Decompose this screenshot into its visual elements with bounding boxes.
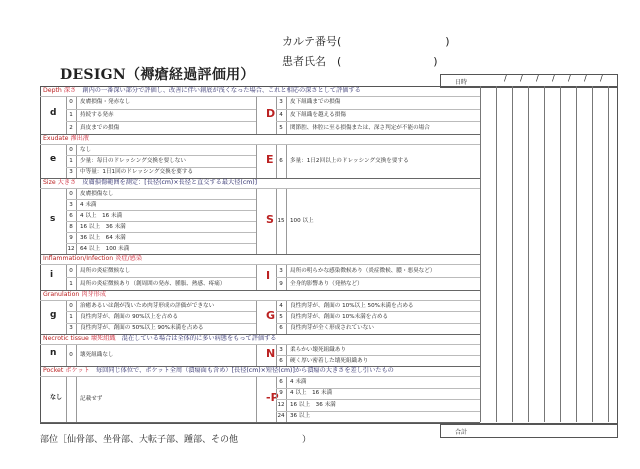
cell-divider <box>76 344 77 366</box>
score-value: 3 <box>69 325 73 332</box>
score-value: 0 <box>69 302 73 309</box>
date-slash: / <box>568 74 571 83</box>
site-text: 部位［仙骨部、坐骨部、大転子部、踵部、その他 <box>40 435 239 445</box>
score-value: 1 <box>69 158 73 164</box>
row-divider <box>66 121 256 122</box>
section-header-jp: 滲出液 <box>70 135 96 142</box>
criteria-text: 良性肉芽が、創面の 10%未満を占める <box>290 314 389 320</box>
criteria-text: 64 以上 100 未満 <box>80 245 130 252</box>
row-divider <box>276 388 480 389</box>
cell-divider <box>76 300 77 334</box>
section-header <box>40 178 483 188</box>
score-value: 3 <box>279 267 283 274</box>
row-divider <box>276 399 480 400</box>
section-upper-letter: -P <box>266 391 279 404</box>
section-inflammation <box>40 254 480 291</box>
criteria-text: 4 以上 16 未満 <box>290 390 333 397</box>
cell-divider <box>256 144 257 178</box>
row-divider <box>66 109 256 110</box>
criteria-text: 硬く厚い密着した壊死組織あり <box>290 357 369 364</box>
criteria-text: 記載せず <box>80 396 103 402</box>
row-divider <box>276 109 480 110</box>
section-header-en: Exudate <box>43 135 71 142</box>
row-divider <box>66 210 256 211</box>
criteria-text: 局所の炎症徴候あり（創周囲の発赤、腫脹、熱感、疼痛） <box>80 280 226 287</box>
criteria-text: 皮下組織までの損傷 <box>290 99 341 106</box>
criteria-text: 中等量：1日1回のドレッシング交換を要する <box>80 169 194 176</box>
section-header-jp: 壊死組織 <box>90 335 122 342</box>
karte-label: カルテ番号( <box>282 35 342 48</box>
row-divider <box>276 355 480 356</box>
criteria-text: 真皮までの損傷 <box>80 124 120 131</box>
cell-divider <box>256 96 257 134</box>
row-divider <box>66 323 256 324</box>
section-header-jp: 大きさ <box>57 179 83 186</box>
score-value: 6 <box>279 158 283 164</box>
cell-divider <box>76 96 77 134</box>
date-column-line <box>560 86 561 422</box>
section-lower-letter: なし <box>50 394 63 401</box>
date-column-line <box>496 86 497 422</box>
score-value: 3 <box>69 169 73 176</box>
score-value: 0 <box>69 267 73 274</box>
section-header <box>40 334 483 344</box>
criteria-text: 全身的影響あり（発熱など） <box>290 280 363 287</box>
patient-label: 患者氏名 ( <box>282 55 342 68</box>
date-column-line <box>480 86 481 422</box>
site-line <box>40 432 311 445</box>
date-slash: / <box>552 74 555 83</box>
section-granulation <box>40 290 480 335</box>
section-header-en: Granulation <box>43 291 82 298</box>
criteria-text: 治癒あるいは創が浅いため肉芽形成の評価ができない <box>80 302 215 309</box>
row-divider <box>66 311 256 312</box>
score-value: 4 <box>279 112 283 118</box>
patient-info <box>282 32 450 72</box>
criteria-text: 36 以上 <box>290 413 311 420</box>
date-label: 日時 <box>455 79 468 86</box>
section-header-en: Pocket <box>43 367 66 374</box>
criteria-text: 良性肉芽が、創面の 10%以上 50%未満を占める <box>290 302 414 309</box>
cell-divider <box>256 300 257 334</box>
score-value: 8 <box>69 223 73 230</box>
section-upper-letter: E <box>266 153 274 166</box>
criteria-text: 良性肉芽が、創面の 90%以上を占める <box>80 314 179 320</box>
score-value: 9 <box>279 280 283 287</box>
date-slash: / <box>520 74 523 83</box>
date-column-line <box>528 86 529 422</box>
section-header-jp: 深さ <box>63 87 83 94</box>
criteria-text: 4 未満 <box>290 378 307 385</box>
score-value: 4 <box>279 302 283 309</box>
score-value: 5 <box>279 124 283 131</box>
criteria-text: 16 以上 36 未満 <box>80 223 126 230</box>
section-upper-letter: S <box>266 213 274 226</box>
criteria-text: 良性肉芽が全く形成されていない <box>290 325 374 332</box>
score-value: 0 <box>69 146 73 153</box>
score-value: 0 <box>69 99 73 106</box>
row-divider <box>66 155 256 156</box>
cell-divider <box>256 188 257 254</box>
criteria-text: 局所の明らかな感染徴候あり（炎症徴候、膿・悪臭など） <box>290 267 436 274</box>
row-divider <box>66 199 256 200</box>
criteria-text: 皮下組織を越える損傷 <box>290 112 346 118</box>
cell-divider <box>76 144 77 178</box>
score-value: 3 <box>69 201 73 208</box>
section-upper-letter: D <box>266 107 276 120</box>
cell-divider <box>286 144 287 178</box>
row-divider <box>66 221 256 222</box>
row-divider <box>276 323 480 324</box>
cell-divider <box>256 264 257 290</box>
date-column-line <box>608 86 609 422</box>
criteria-text: 局所の炎症徴候なし <box>80 267 131 274</box>
criteria-text: 柔らかい壊死組織あり <box>290 346 346 353</box>
date-slash: / <box>584 74 587 83</box>
section-depth <box>40 86 480 135</box>
section-header-en: Size <box>43 179 58 186</box>
score-value: 6 <box>279 357 283 364</box>
score-value: 5 <box>279 314 283 320</box>
score-value: 15 <box>277 218 285 224</box>
section-exudate <box>40 134 480 179</box>
section-header-desc: 混在している場合は全体的に多い病態をもって評価する <box>121 335 277 342</box>
criteria-text: 36 以上 64 未満 <box>80 234 126 241</box>
patient-close: ) <box>433 55 438 68</box>
criteria-text: 100 以上 <box>290 218 314 224</box>
total-label: 合計 <box>455 429 468 436</box>
score-value: 1 <box>69 314 73 320</box>
criteria-text: 16 以上 36 未満 <box>290 401 336 408</box>
cell-divider <box>286 300 287 334</box>
section-header-jp: 炎症/感染 <box>115 255 149 262</box>
row-divider <box>66 277 256 278</box>
section-size <box>40 178 480 255</box>
score-value <box>66 395 76 403</box>
cell-divider <box>256 376 257 422</box>
date-slash: / <box>536 74 539 83</box>
section-header-jp: ポケット <box>65 367 96 374</box>
section-header-en: Necrotic tissue <box>43 335 91 342</box>
criteria-text: 良性肉芽が、創面の 50%以上 90%未満を占める <box>80 325 204 332</box>
row-divider <box>276 411 480 412</box>
date-column-line <box>512 86 513 422</box>
section-header-desc: 皮膚損傷範囲を測定：[長径(cm)×長径と直交する最大径(cm)] <box>82 179 258 186</box>
section-header-desc: 創内の一番深い部分で評価し、改善に伴い創底が浅くなった場合、これと相応の深さとして評価する <box>82 87 361 94</box>
criteria-text: 4 以上 16 未満 <box>80 212 123 219</box>
section-lower-letter: s <box>50 214 56 224</box>
section-header-jp: 肉芽形成 <box>81 291 113 298</box>
criteria-text: 関節腔、体腔に至る損傷または、深さ判定が不能の場合 <box>290 124 430 131</box>
criteria-text: なし <box>80 146 92 153</box>
row-divider <box>276 311 480 312</box>
score-value: 6 <box>279 378 283 385</box>
row-divider <box>66 232 256 233</box>
section-lower-letter: d <box>50 108 57 118</box>
cell-divider <box>286 188 287 254</box>
section-lower-letter: i <box>50 270 54 280</box>
section-upper-letter: N <box>266 347 276 360</box>
date-column-line <box>544 86 545 422</box>
date-column-line <box>592 86 593 422</box>
cell-divider <box>286 96 287 134</box>
header-divider <box>40 264 480 265</box>
score-value: 1 <box>69 112 73 118</box>
page-title: DESIGN（褥瘡経過評価用） <box>60 67 255 83</box>
total-row <box>440 424 618 438</box>
criteria-text: 皮膚損傷・発赤なし <box>80 99 131 106</box>
section-lower-letter: n <box>50 348 57 358</box>
score-value: 0 <box>69 352 73 358</box>
row-divider <box>276 121 480 122</box>
section-header <box>40 134 483 144</box>
section-header-en: Inflammation/Infection <box>43 255 116 262</box>
section-header <box>40 290 483 300</box>
score-value: 6 <box>69 212 73 219</box>
row-divider <box>66 167 256 168</box>
date-column-line <box>576 86 577 422</box>
score-value: 1 <box>69 280 73 287</box>
criteria-text: 少量：毎日のドレッシング交換を要しない <box>80 158 186 164</box>
score-value: 0 <box>69 190 73 197</box>
score-value: 12 <box>277 401 285 408</box>
cell-divider <box>256 344 257 366</box>
karte-close: ) <box>445 35 450 48</box>
date-slash: / <box>600 74 603 83</box>
section-pocket <box>40 366 480 423</box>
score-value: 12 <box>67 245 75 252</box>
score-value: 6 <box>279 325 283 332</box>
date-slash: / <box>504 74 507 83</box>
section-header-en: Depth <box>43 87 64 94</box>
section-upper-letter: I <box>266 269 271 282</box>
cell-divider <box>76 376 77 422</box>
criteria-text: 4 未満 <box>80 201 97 208</box>
criteria-text: 多量：1日2回以上のドレッシング交換を要する <box>290 158 409 164</box>
score-value: 2 <box>69 124 73 131</box>
header-divider <box>40 96 480 97</box>
section-necrotic <box>40 334 480 367</box>
score-value: 3 <box>279 99 283 106</box>
row-divider <box>276 277 480 278</box>
criteria-text: 皮膚損傷なし <box>80 190 114 197</box>
criteria-text: 壊死組織なし <box>80 352 114 358</box>
section-lower-letter: e <box>50 154 57 164</box>
criteria-text: 持続する発赤 <box>80 112 114 118</box>
row-divider <box>66 243 256 244</box>
section-header-desc: 毎回同じ体位で、ポケット全周（潰瘍面も含め）[長径(cm)×短径(cm)]から潰瘍の大きさを差し引いたもの <box>95 367 394 374</box>
section-header <box>40 366 483 376</box>
section-header <box>40 254 483 264</box>
section-upper-letter: G <box>266 309 276 322</box>
score-value: 24 <box>277 413 285 420</box>
section-header <box>40 86 483 96</box>
score-value: 9 <box>69 234 73 241</box>
score-value: 3 <box>279 346 283 353</box>
site-close: ） <box>302 435 312 445</box>
score-value: 9 <box>279 390 283 397</box>
section-lower-letter: g <box>50 310 57 320</box>
